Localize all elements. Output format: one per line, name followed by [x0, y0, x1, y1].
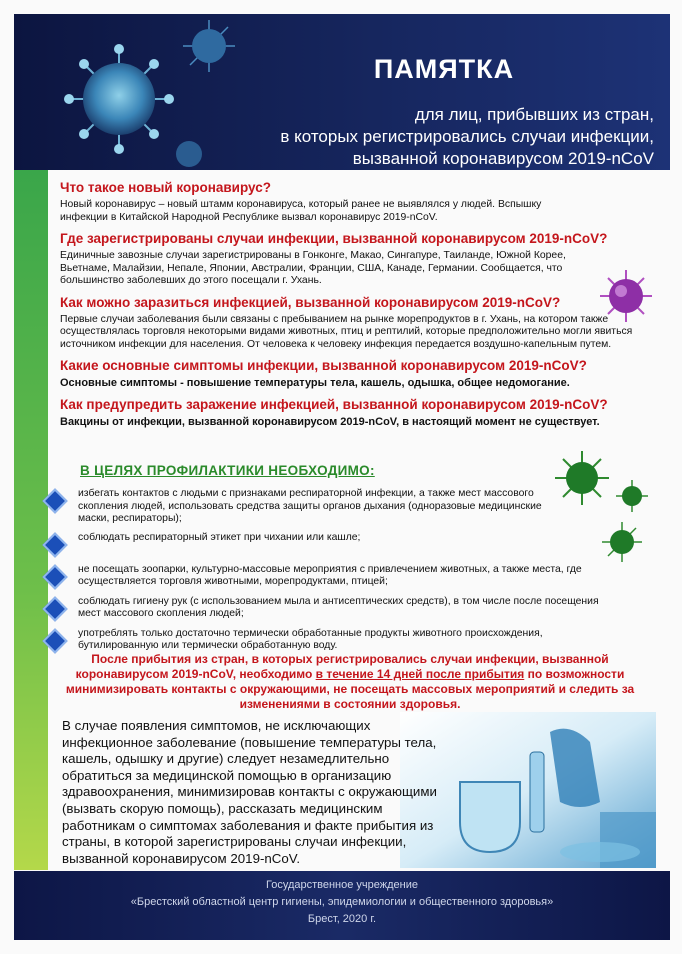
prevention-title: В ЦЕЛЯХ ПРОФИЛАКТИКИ НЕОБХОДИМО:	[80, 463, 375, 478]
question-heading: Как предупредить заражение инфекцией, вызванной коронавирусом 2019-nCoV?	[60, 396, 608, 412]
purple-virus-icon	[596, 266, 656, 326]
qa-block	[60, 396, 640, 429]
list-item	[40, 488, 558, 526]
subtitle-line: для лиц, прибывших из стран,	[414, 105, 654, 124]
qa-block	[60, 357, 640, 390]
list-item-text: избегать контактов с людьми с признаками респираторной инфекции, а также мест массового скопления людей, использовать средства защиты органов дыхания (одноразовые медицинские маски, респираторы);	[78, 488, 542, 524]
warning-text	[60, 652, 640, 712]
subtitle-line: вызванной коронавирусом 2019-nCoV	[352, 149, 654, 168]
footer-line: Государственное учреждение	[265, 879, 419, 891]
question-heading: Где зарегистрированы случаи инфекции, вызванной коронавирусом 2019-nCoV?	[60, 231, 608, 246]
list-item-text: соблюдать гигиену рук (с использованием мыла и антисептических средств), в том числе после посещения мест массового скопления людей;	[78, 595, 599, 619]
diamond-bullet-icon	[42, 596, 67, 621]
diamond-bullet-icon	[42, 488, 67, 513]
subtitle-line: в которых регистрировались случаи инфекции,	[280, 127, 654, 146]
answer-text: Основные симптомы - повышение температуры тела, кашель, одышка, общее недомогание.	[60, 377, 570, 389]
green-virus-icon	[600, 520, 644, 564]
answer-text: Первые случаи заболевания были связаны с пребыванием на рынке морепродуктов в г. Ухань, на котором также осуществлялась торговля некоторыми видами животных, птиц и рептилий, которые предположительно могли явиться источником инфекции для населения. От человека к человеку инфекция передается воздушно-капельным путем.	[60, 313, 633, 350]
answer-text: Вакцины от инфекции, вызванной коронавирусом 2019-nCoV, в настоящий момент не существует.	[60, 415, 600, 428]
diamond-bullet-icon	[42, 564, 67, 589]
footer	[14, 871, 670, 940]
list-item-text: употреблять только достаточно термически обработанные продукты животного происхождения, бутилированную или термически обработанную воду.	[78, 627, 543, 651]
list-item-text: не посещать зоопарки, культурно-массовые мероприятия с привлечением животных, а также места, где осуществляется торговля животными, морепродуктами, птицей;	[78, 563, 582, 587]
green-virus-icon	[614, 478, 650, 514]
answer-text: Единичные завозные случаи зарегистрированы в Гонконге, Макао, Сингапуре, Таиланде, Южной Корее, Вьетнаме, Малайзии, Непале, Японии, Австралии, Франции, США, Канаде, Германии. Сообщается, что большинство заболевших до этого посещали г. Ухань.	[60, 250, 566, 286]
diamond-bullet-icon	[42, 628, 67, 653]
answer-text: Новый коронавирус – новый штамм коронавируса, который ранее не выявлялся у людей. Вспышку инфекции в Китайской Народной Республике вызвал коронавирус 2019-nCoV.	[60, 199, 542, 223]
list-item	[40, 564, 608, 590]
question-heading: Какие основные симптомы инфекции, вызванной коронавирусом 2019-nCoV?	[60, 358, 587, 373]
page-title: ПАМЯТКА	[373, 54, 515, 84]
list-item	[40, 628, 608, 654]
list-item	[40, 596, 608, 622]
warning-part: После прибытия из стран, в которых регистрировались случаи инфекции, вызванной коронавирусом 2019-nCoV, необходимо	[75, 652, 609, 681]
footer-line: «Брестский областной центр гигиены, эпидемиологии и общественного здоровья»	[130, 896, 554, 908]
list-item-text: соблюдать респираторный этикет при чихании или кашле;	[78, 531, 361, 543]
footer-line: Брест, 2020 г.	[307, 913, 377, 925]
qa-sections	[60, 175, 640, 428]
prevention-list	[40, 488, 599, 660]
warning-underlined: в течение 14 дней после прибытия	[315, 667, 525, 681]
question-heading: Как можно заразиться инфекцией, вызванной коронавирусом 2019-nCoV?	[60, 294, 561, 310]
diamond-bullet-icon	[42, 532, 67, 557]
header-banner	[14, 14, 670, 170]
subtitle	[174, 104, 654, 170]
small-virus-icon	[174, 16, 244, 76]
qa-block	[60, 179, 640, 224]
list-item	[40, 532, 558, 558]
question-heading: Что такое новый коронавирус?	[60, 180, 271, 195]
qa-block	[60, 230, 640, 288]
warning-part: по возможности минимизировать контакты с окружающими, не посещать массовых мероприятий и следить за изменениями в состоянии здоровья.	[65, 667, 635, 711]
qa-block	[60, 294, 640, 352]
symptoms-advice: В случае появления симптомов, не исключающих инфекционное заболевание (повышение температуры тела, кашель, одышку и другие) следует незамедлительно обратиться за медицинской помощью в организацию здравоохранения, минимизировав контакты с окружающими (вызвать скорую помощь), рассказать медицинским работникам о симптомах заболевания и факте прибытия из страны, в которой зарегистрированы случаи инфекции, вызванной коронавирусом 2019-nCoV.	[62, 718, 437, 866]
